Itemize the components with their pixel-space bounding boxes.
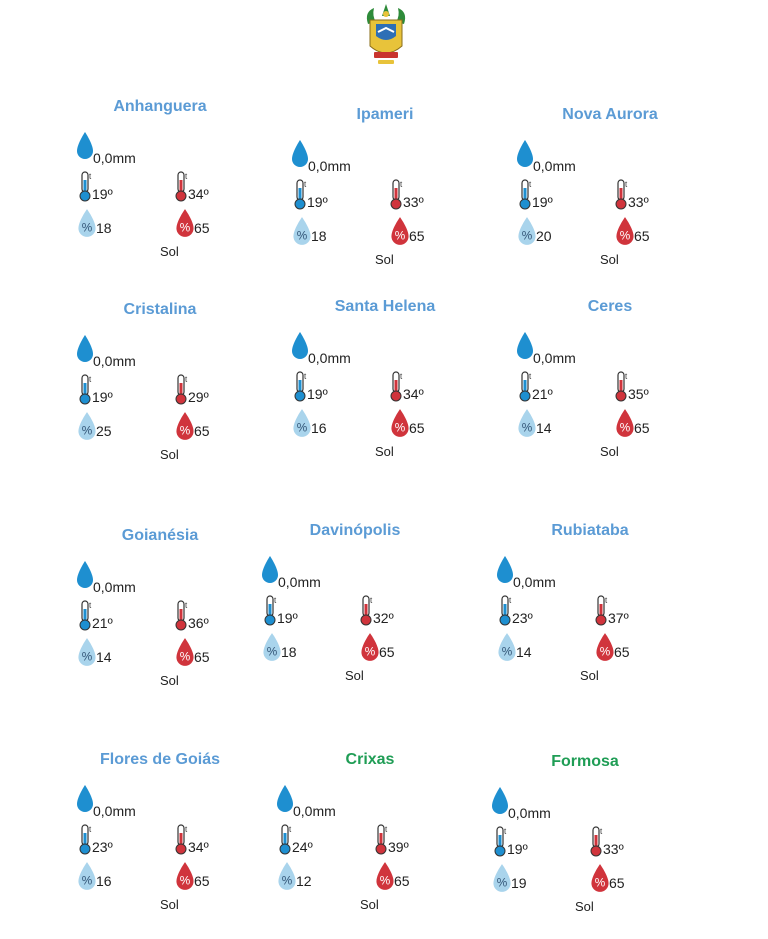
rainfall-value: 0,0mm (508, 805, 551, 821)
weather-condition: Sol (375, 252, 394, 267)
svg-text:%: % (594, 876, 606, 890)
weather-condition: Sol (580, 668, 599, 683)
svg-text:%: % (496, 876, 508, 890)
max-temperature-value: 33º (603, 841, 624, 857)
svg-text:%: % (501, 645, 513, 659)
city-card (266, 522, 475, 683)
min-temperature-value: 24º (292, 839, 313, 855)
max-humidity-value: 65 (409, 420, 425, 436)
svg-text:t: t (89, 601, 92, 610)
svg-text:%: % (364, 645, 376, 659)
svg-text:%: % (179, 650, 191, 664)
city-card (81, 98, 290, 259)
city-name: Santa Helena (334, 298, 436, 315)
min-humidity-value: 18 (96, 220, 112, 236)
min-temperature-value: 19º (277, 610, 298, 626)
weather-condition: Sol (600, 444, 619, 459)
max-humidity-value: 65 (634, 228, 650, 244)
city-card (501, 522, 710, 683)
rainfall-value: 0,0mm (93, 803, 136, 819)
svg-text:%: % (81, 221, 93, 235)
min-humidity-value: 12 (296, 873, 312, 889)
min-temperature-value: 19º (307, 386, 328, 402)
min-humidity-value: 16 (96, 873, 112, 889)
min-humidity-value: 14 (96, 649, 112, 665)
svg-text:t: t (185, 825, 188, 834)
weather-condition: Sol (345, 668, 364, 683)
svg-text:%: % (296, 229, 308, 243)
rainfall-value: 0,0mm (93, 579, 136, 595)
min-temperature-value: 19º (507, 841, 528, 857)
svg-text:%: % (179, 221, 191, 235)
svg-text:t: t (400, 180, 403, 189)
max-temperature-value: 33º (628, 194, 649, 210)
rainfall-value: 0,0mm (278, 574, 321, 590)
rainfall-value: 0,0mm (93, 353, 136, 369)
svg-text:%: % (266, 645, 278, 659)
max-temperature-value: 29º (188, 389, 209, 405)
city-card (521, 106, 730, 267)
max-temperature-value: 33º (403, 194, 424, 210)
svg-text:%: % (394, 421, 406, 435)
svg-text:%: % (81, 424, 93, 438)
svg-text:t: t (89, 172, 92, 181)
svg-text:%: % (379, 874, 391, 888)
max-humidity-value: 65 (379, 644, 395, 660)
rainfall-value: 0,0mm (533, 350, 576, 366)
max-humidity-value: 65 (614, 644, 630, 660)
min-humidity-value: 14 (516, 644, 532, 660)
city-card (81, 527, 290, 688)
max-humidity-value: 65 (394, 873, 410, 889)
city-name: Nova Aurora (562, 106, 658, 123)
svg-text:%: % (281, 874, 293, 888)
weather-condition: Sol (600, 252, 619, 267)
svg-text:t: t (89, 825, 92, 834)
min-temperature-value: 21º (92, 615, 113, 631)
svg-text:%: % (296, 421, 308, 435)
svg-text:t: t (605, 596, 608, 605)
svg-text:%: % (394, 229, 406, 243)
min-temperature-value: 21º (532, 386, 553, 402)
svg-text:t: t (185, 375, 188, 384)
weather-condition: Sol (160, 244, 179, 259)
max-temperature-value: 32º (373, 610, 394, 626)
svg-text:t: t (625, 372, 628, 381)
city-name: Goianésia (121, 527, 199, 544)
city-name: Cristalina (123, 301, 197, 318)
rainfall-value: 0,0mm (533, 158, 576, 174)
svg-text:%: % (599, 645, 611, 659)
max-humidity-value: 65 (194, 649, 210, 665)
svg-text:t: t (529, 372, 532, 381)
svg-text:t: t (625, 180, 628, 189)
min-temperature-value: 19º (92, 389, 113, 405)
max-temperature-value: 39º (388, 839, 409, 855)
city-card (281, 751, 490, 912)
city-name: Ipameri (356, 106, 414, 123)
min-temperature-value: 19º (92, 186, 113, 202)
city-card (296, 298, 505, 459)
weather-condition: Sol (575, 899, 594, 914)
max-humidity-value: 65 (609, 875, 625, 891)
min-temperature-value: 23º (512, 610, 533, 626)
min-temperature-value: 19º (307, 194, 328, 210)
rainfall-value: 0,0mm (308, 158, 351, 174)
city-name: Ceres (587, 298, 633, 315)
max-temperature-value: 34º (188, 186, 209, 202)
min-humidity-value: 25 (96, 423, 112, 439)
svg-text:t: t (509, 596, 512, 605)
city-card (81, 301, 290, 462)
svg-text:t: t (385, 825, 388, 834)
max-humidity-value: 65 (194, 220, 210, 236)
svg-text:t: t (600, 827, 603, 836)
weather-condition: Sol (360, 897, 379, 912)
svg-text:t: t (370, 596, 373, 605)
weather-condition: Sol (160, 897, 179, 912)
city-name: Rubiataba (551, 522, 629, 539)
min-humidity-value: 19 (511, 875, 527, 891)
svg-text:t: t (185, 172, 188, 181)
max-temperature-value: 34º (403, 386, 424, 402)
max-temperature-value: 34º (188, 839, 209, 855)
max-humidity-value: 65 (409, 228, 425, 244)
svg-text:t: t (400, 372, 403, 381)
city-name: Crixas (345, 751, 395, 768)
svg-text:%: % (619, 229, 631, 243)
min-humidity-value: 18 (311, 228, 327, 244)
city-name: Anhanguera (113, 98, 207, 115)
min-temperature-value: 19º (532, 194, 553, 210)
city-card (521, 298, 730, 459)
svg-text:t: t (89, 375, 92, 384)
state-emblem-logo (360, 2, 412, 72)
rainfall-value: 0,0mm (93, 150, 136, 166)
min-humidity-value: 20 (536, 228, 552, 244)
svg-text:%: % (179, 874, 191, 888)
weather-condition: Sol (160, 673, 179, 688)
max-temperature-value: 36º (188, 615, 209, 631)
svg-text:t: t (185, 601, 188, 610)
min-temperature-value: 23º (92, 839, 113, 855)
city-card (496, 753, 705, 914)
max-temperature-value: 37º (608, 610, 629, 626)
svg-text:%: % (521, 229, 533, 243)
svg-text:t: t (304, 180, 307, 189)
city-name: Davinópolis (309, 522, 401, 539)
rainfall-value: 0,0mm (308, 350, 351, 366)
city-name: Formosa (551, 753, 619, 770)
max-humidity-value: 65 (634, 420, 650, 436)
weather-condition: Sol (375, 444, 394, 459)
max-humidity-value: 65 (194, 873, 210, 889)
min-humidity-value: 16 (311, 420, 327, 436)
rainfall-value: 0,0mm (513, 574, 556, 590)
svg-text:t: t (529, 180, 532, 189)
svg-text:%: % (521, 421, 533, 435)
max-temperature-value: 35º (628, 386, 649, 402)
city-card (81, 751, 290, 912)
svg-text:t: t (304, 372, 307, 381)
svg-text:%: % (619, 421, 631, 435)
min-humidity-value: 14 (536, 420, 552, 436)
rainfall-value: 0,0mm (293, 803, 336, 819)
svg-text:t: t (289, 825, 292, 834)
city-card (296, 106, 505, 267)
svg-text:%: % (179, 424, 191, 438)
svg-text:%: % (81, 874, 93, 888)
svg-text:t: t (504, 827, 507, 836)
city-name: Flores de Goiás (99, 751, 221, 768)
svg-text:%: % (81, 650, 93, 664)
svg-text:t: t (274, 596, 277, 605)
max-humidity-value: 65 (194, 423, 210, 439)
weather-condition: Sol (160, 447, 179, 462)
min-humidity-value: 18 (281, 644, 297, 660)
